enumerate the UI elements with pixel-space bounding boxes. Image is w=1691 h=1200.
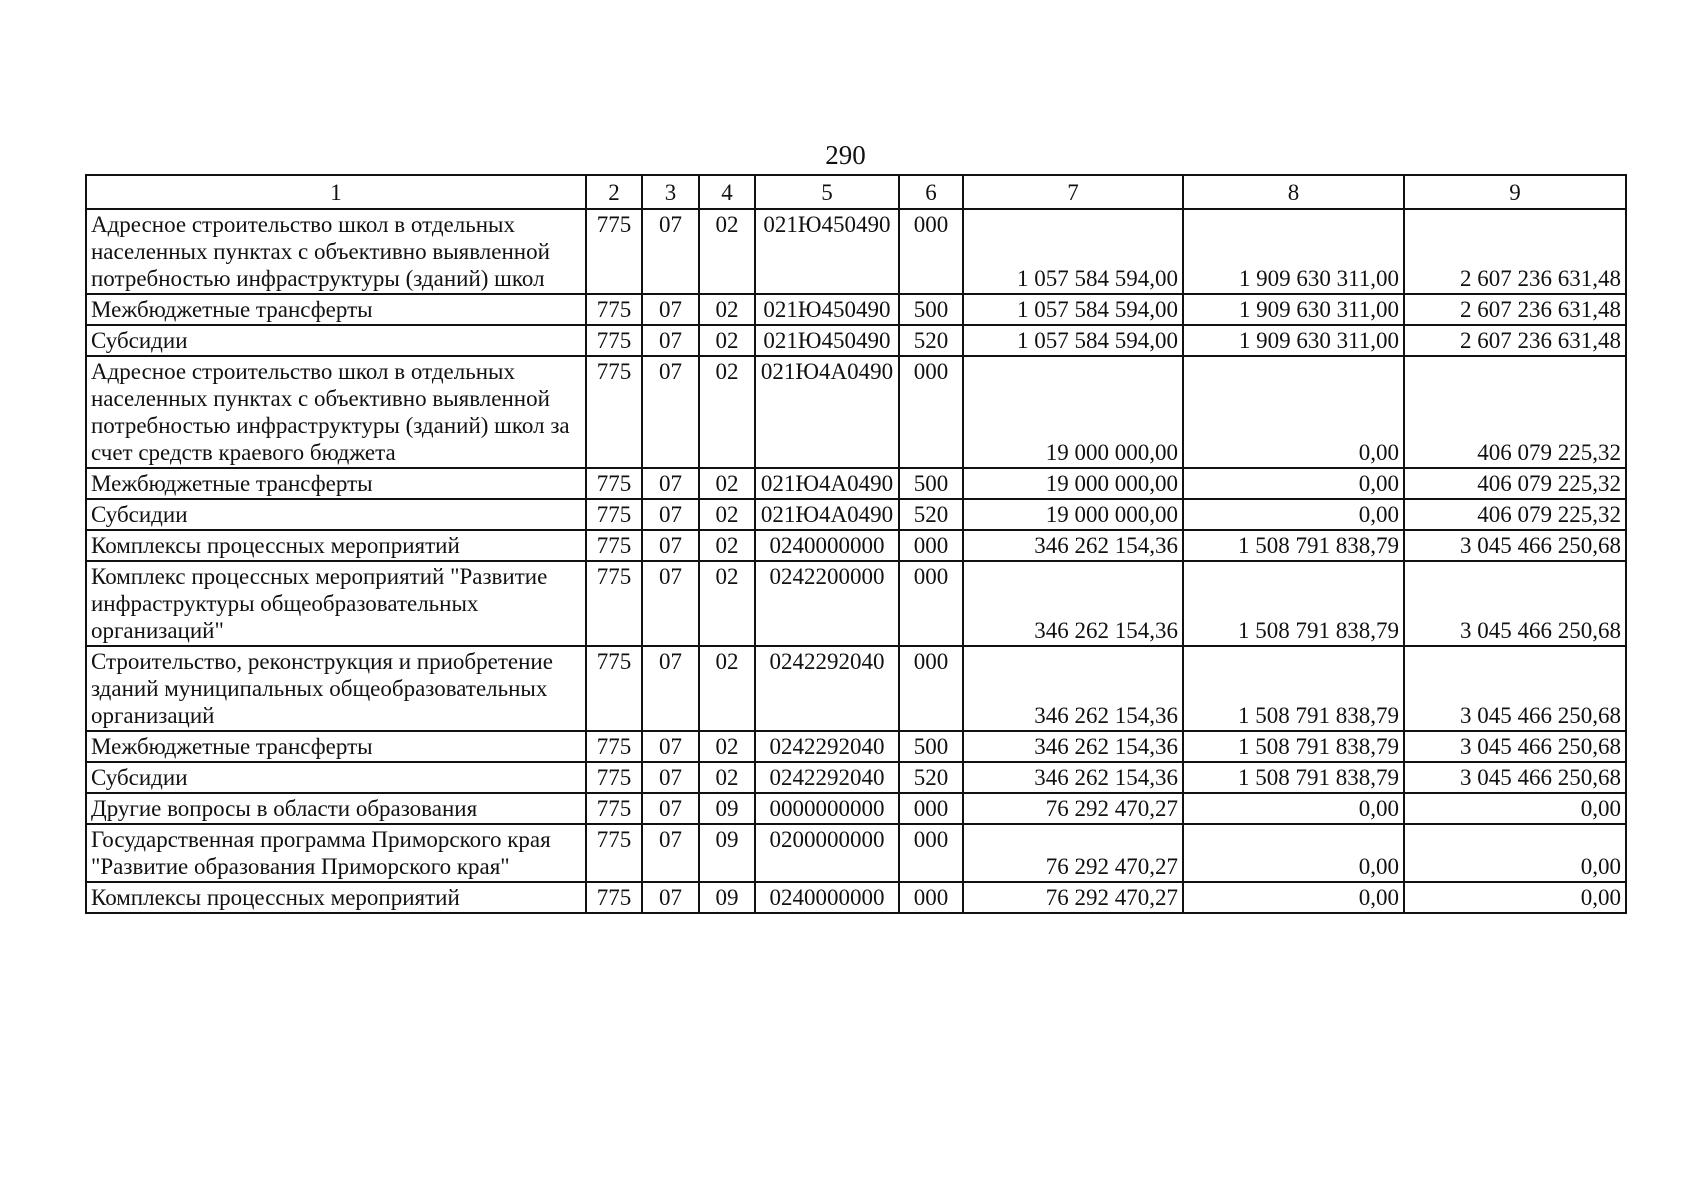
amount-year2-cell: 0,00 — [1183, 824, 1404, 882]
header-cell: 4 — [699, 175, 755, 209]
amount-year3-cell: 3 045 466 250,68 — [1404, 731, 1626, 762]
target-article-cell: 021Ю4А0490 — [755, 499, 899, 530]
expense-type-cell: 000 — [899, 356, 963, 468]
row-name-cell: Межбюджетные трансферты — [86, 468, 586, 499]
amount-year3-cell: 3 045 466 250,68 — [1404, 762, 1626, 793]
admin-code-cell: 775 — [586, 882, 642, 913]
amount-year3-cell: 0,00 — [1404, 824, 1626, 882]
header-cell: 2 — [586, 175, 642, 209]
table-row — [86, 824, 1626, 882]
amount-year2-cell: 1 508 791 838,79 — [1183, 646, 1404, 731]
header-cell: 6 — [899, 175, 963, 209]
section-cell: 07 — [642, 882, 699, 913]
expense-type-cell: 500 — [899, 731, 963, 762]
expense-type-cell: 500 — [899, 468, 963, 499]
expense-type-cell: 000 — [899, 882, 963, 913]
admin-code-cell: 775 — [586, 793, 642, 824]
expense-type-cell: 520 — [899, 325, 963, 356]
expense-type-cell: 000 — [899, 824, 963, 882]
target-article-cell: 0240000000 — [755, 882, 899, 913]
table-row — [86, 793, 1626, 824]
row-name-cell: Межбюджетные трансферты — [86, 294, 586, 325]
header-cell: 5 — [755, 175, 899, 209]
expense-type-cell: 000 — [899, 793, 963, 824]
subsection-cell: 02 — [699, 294, 755, 325]
row-name-cell: Комплекс процессных мероприятий "Развитие инфраструктуры общеобразовательных организаций" — [86, 561, 586, 646]
amount-year3-cell: 406 079 225,32 — [1404, 499, 1626, 530]
target-article-cell: 0242292040 — [755, 762, 899, 793]
table-row — [86, 530, 1626, 561]
admin-code-cell: 775 — [586, 209, 642, 294]
target-article-cell: 0242200000 — [755, 561, 899, 646]
admin-code-cell: 775 — [586, 530, 642, 561]
amount-year1-cell: 346 262 154,36 — [963, 762, 1183, 793]
amount-year1-cell: 346 262 154,36 — [963, 731, 1183, 762]
expense-type-cell: 500 — [899, 294, 963, 325]
subsection-cell: 09 — [699, 882, 755, 913]
amount-year2-cell: 1 909 630 311,00 — [1183, 325, 1404, 356]
section-cell: 07 — [642, 731, 699, 762]
subsection-cell: 02 — [699, 762, 755, 793]
section-cell: 07 — [642, 793, 699, 824]
expense-type-cell: 520 — [899, 499, 963, 530]
row-name-cell: Субсидии — [86, 325, 586, 356]
budget-table — [85, 174, 1627, 914]
subsection-cell: 02 — [699, 561, 755, 646]
subsection-cell: 02 — [699, 356, 755, 468]
amount-year2-cell: 0,00 — [1183, 882, 1404, 913]
amount-year2-cell: 0,00 — [1183, 468, 1404, 499]
amount-year1-cell: 19 000 000,00 — [963, 499, 1183, 530]
subsection-cell: 02 — [699, 325, 755, 356]
admin-code-cell: 775 — [586, 561, 642, 646]
amount-year2-cell: 1 909 630 311,00 — [1183, 294, 1404, 325]
section-cell: 07 — [642, 294, 699, 325]
amount-year1-cell: 346 262 154,36 — [963, 530, 1183, 561]
row-name-cell: Субсидии — [86, 499, 586, 530]
amount-year2-cell: 0,00 — [1183, 499, 1404, 530]
amount-year3-cell: 3 045 466 250,68 — [1404, 530, 1626, 561]
admin-code-cell: 775 — [586, 356, 642, 468]
amount-year1-cell: 76 292 470,27 — [963, 824, 1183, 882]
section-cell: 07 — [642, 530, 699, 561]
amount-year2-cell: 0,00 — [1183, 356, 1404, 468]
amount-year3-cell: 3 045 466 250,68 — [1404, 646, 1626, 731]
amount-year3-cell: 2 607 236 631,48 — [1404, 325, 1626, 356]
table-row — [86, 882, 1626, 913]
table-row — [86, 762, 1626, 793]
amount-year2-cell: 1 909 630 311,00 — [1183, 209, 1404, 294]
admin-code-cell: 775 — [586, 499, 642, 530]
row-name-cell: Государственная программа Приморского края "Развитие образования Приморского края" — [86, 824, 586, 882]
subsection-cell: 02 — [699, 530, 755, 561]
amount-year3-cell: 3 045 466 250,68 — [1404, 561, 1626, 646]
subsection-cell: 02 — [699, 499, 755, 530]
table-row — [86, 499, 1626, 530]
amount-year1-cell: 19 000 000,00 — [963, 356, 1183, 468]
admin-code-cell: 775 — [586, 824, 642, 882]
admin-code-cell: 775 — [586, 325, 642, 356]
expense-type-cell: 520 — [899, 762, 963, 793]
amount-year1-cell: 346 262 154,36 — [963, 646, 1183, 731]
section-cell: 07 — [642, 468, 699, 499]
table-row — [86, 646, 1626, 731]
header-row — [86, 175, 1626, 209]
target-article-cell: 021Ю4А0490 — [755, 468, 899, 499]
amount-year3-cell: 406 079 225,32 — [1404, 356, 1626, 468]
subsection-cell: 09 — [699, 824, 755, 882]
target-article-cell: 021Ю4А0490 — [755, 356, 899, 468]
expense-type-cell: 000 — [899, 561, 963, 646]
row-name-cell: Другие вопросы в области образования — [86, 793, 586, 824]
section-cell: 07 — [642, 824, 699, 882]
table-row — [86, 731, 1626, 762]
amount-year1-cell: 346 262 154,36 — [963, 561, 1183, 646]
expense-type-cell: 000 — [899, 209, 963, 294]
target-article-cell: 0240000000 — [755, 530, 899, 561]
amount-year3-cell: 0,00 — [1404, 882, 1626, 913]
table-row — [86, 325, 1626, 356]
admin-code-cell: 775 — [586, 762, 642, 793]
admin-code-cell: 775 — [586, 294, 642, 325]
row-name-cell: Строительство, реконструкция и приобретение зданий муниципальных общеобразовательных организаций — [86, 646, 586, 731]
header-cell: 9 — [1404, 175, 1626, 209]
table-row — [86, 209, 1626, 294]
admin-code-cell: 775 — [586, 468, 642, 499]
row-name-cell: Комплексы процессных мероприятий — [86, 882, 586, 913]
header-cell: 1 — [86, 175, 586, 209]
amount-year2-cell: 1 508 791 838,79 — [1183, 561, 1404, 646]
amount-year3-cell: 2 607 236 631,48 — [1404, 209, 1626, 294]
admin-code-cell: 775 — [586, 731, 642, 762]
header-cell: 3 — [642, 175, 699, 209]
amount-year1-cell: 1 057 584 594,00 — [963, 294, 1183, 325]
expense-type-cell: 000 — [899, 530, 963, 561]
section-cell: 07 — [642, 762, 699, 793]
amount-year2-cell: 1 508 791 838,79 — [1183, 530, 1404, 561]
amount-year1-cell: 76 292 470,27 — [963, 793, 1183, 824]
table-row — [86, 468, 1626, 499]
subsection-cell: 02 — [699, 646, 755, 731]
target-article-cell: 0242292040 — [755, 646, 899, 731]
subsection-cell: 02 — [699, 468, 755, 499]
row-name-cell: Комплексы процессных мероприятий — [86, 530, 586, 561]
target-article-cell: 021Ю450490 — [755, 325, 899, 356]
table-row — [86, 356, 1626, 468]
target-article-cell: 0000000000 — [755, 793, 899, 824]
row-name-cell: Межбюджетные трансферты — [86, 731, 586, 762]
section-cell: 07 — [642, 646, 699, 731]
header-cell: 7 — [963, 175, 1183, 209]
section-cell: 07 — [642, 209, 699, 294]
subsection-cell: 02 — [699, 209, 755, 294]
row-name-cell: Субсидии — [86, 762, 586, 793]
amount-year1-cell: 76 292 470,27 — [963, 882, 1183, 913]
table-row — [86, 294, 1626, 325]
section-cell: 07 — [642, 499, 699, 530]
header-cell: 8 — [1183, 175, 1404, 209]
table-row — [86, 561, 1626, 646]
subsection-cell: 09 — [699, 793, 755, 824]
amount-year3-cell: 0,00 — [1404, 793, 1626, 824]
subsection-cell: 02 — [699, 731, 755, 762]
row-name-cell: Адресное строительство школ в отдельных населенных пунктах с объективно выявленной потребностью инфраструктуры (зданий) школ — [86, 209, 586, 294]
target-article-cell: 0200000000 — [755, 824, 899, 882]
target-article-cell: 0242292040 — [755, 731, 899, 762]
amount-year3-cell: 406 079 225,32 — [1404, 468, 1626, 499]
target-article-cell: 021Ю450490 — [755, 294, 899, 325]
amount-year2-cell: 1 508 791 838,79 — [1183, 731, 1404, 762]
row-name-cell: Адресное строительство школ в отдельных населенных пунктах с объективно выявленной потребностью инфраструктуры (зданий) школ за счет средств краевого бюджета — [86, 356, 586, 468]
page-number: 290 — [825, 140, 866, 170]
target-article-cell: 021Ю450490 — [755, 209, 899, 294]
expense-type-cell: 000 — [899, 646, 963, 731]
amount-year3-cell: 2 607 236 631,48 — [1404, 294, 1626, 325]
amount-year1-cell: 1 057 584 594,00 — [963, 209, 1183, 294]
admin-code-cell: 775 — [586, 646, 642, 731]
amount-year2-cell: 1 508 791 838,79 — [1183, 762, 1404, 793]
section-cell: 07 — [642, 356, 699, 468]
amount-year2-cell: 0,00 — [1183, 793, 1404, 824]
section-cell: 07 — [642, 561, 699, 646]
amount-year1-cell: 1 057 584 594,00 — [963, 325, 1183, 356]
amount-year1-cell: 19 000 000,00 — [963, 468, 1183, 499]
section-cell: 07 — [642, 325, 699, 356]
